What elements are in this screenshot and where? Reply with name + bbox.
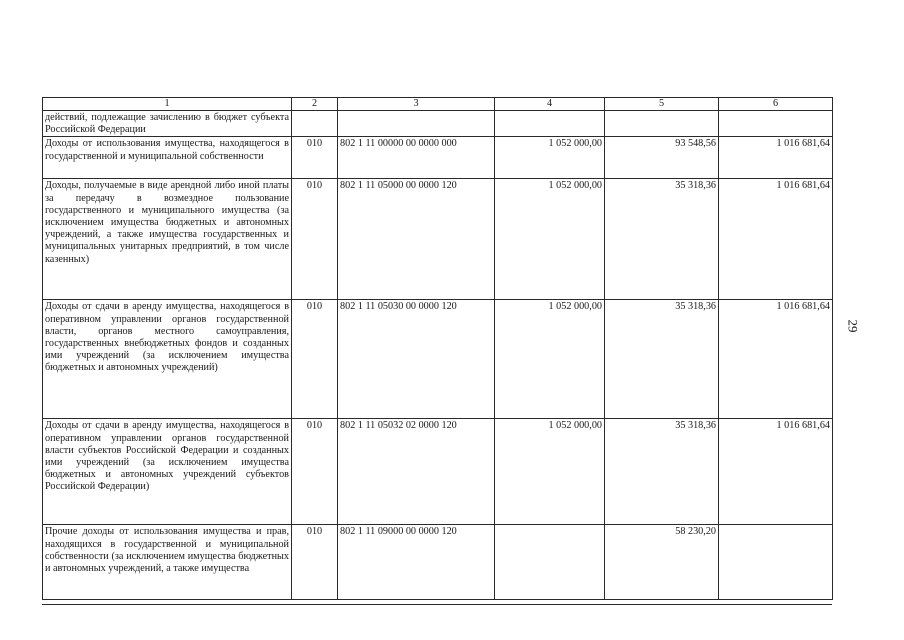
row-name: Прочие доходы от использования имущества и прав, находящихся в государственной и муниципальной собственности (за исключением имущества бюджетных и автономных учреждений, а также имущества — [43, 525, 292, 600]
row-executed: 35 318,36 — [605, 419, 719, 525]
row-approved: 1 052 000,00 — [495, 179, 605, 300]
table-row — [43, 111, 833, 137]
row-line-code: 010 — [292, 137, 338, 179]
table-row — [43, 525, 833, 600]
row-executed: 35 318,36 — [605, 179, 719, 300]
row-approved — [495, 111, 605, 137]
row-name: Доходы от сдачи в аренду имущества, находящегося в оперативном управлении органов государственной власти, органов местного самоуправления, государственных внебюджетных фондов и созданных ими учреждений (за исключением имущества бюджетных и автономных учреждений) — [43, 300, 292, 419]
row-line-code: 010 — [292, 419, 338, 525]
table-row — [43, 179, 833, 300]
row-line-code: 010 — [292, 179, 338, 300]
column-header-6: 6 — [719, 98, 833, 111]
column-header-1: 1 — [43, 98, 292, 111]
column-header-5: 5 — [605, 98, 719, 111]
row-budget-code: 802 1 11 05000 00 0000 120 — [338, 179, 495, 300]
row-budget-code: 802 1 11 00000 00 0000 000 — [338, 137, 495, 179]
row-name: действий, подлежащие зачислению в бюджет субъекта Российской Федерации — [43, 111, 292, 137]
row-approved: 1 052 000,00 — [495, 419, 605, 525]
table-bottom-rule — [42, 604, 832, 605]
row-name: Доходы, получаемые в виде арендной либо иной платы за передачу в возмездное пользование государственного и муниципального имущества (за исключением имущества бюджетных и автономных учреждений, а также имущества государственных и муниципальных унитарных предприятий, в том числе казенных) — [43, 179, 292, 300]
column-header-2: 2 — [292, 98, 338, 111]
table-row — [43, 300, 833, 419]
row-budget-code: 802 1 11 05032 02 0000 120 — [338, 419, 495, 525]
row-approved: 1 052 000,00 — [495, 137, 605, 179]
row-unexecuted: 1 016 681,64 — [719, 419, 833, 525]
row-budget-code — [338, 111, 495, 137]
row-unexecuted: 1 016 681,64 — [719, 179, 833, 300]
row-approved: 1 052 000,00 — [495, 300, 605, 419]
row-approved — [495, 525, 605, 600]
column-number-row — [43, 98, 833, 111]
row-executed: 58 230,20 — [605, 525, 719, 600]
row-executed: 93 548,56 — [605, 137, 719, 179]
row-name: Доходы от использования имущества, находящегося в государственной и муниципальной собственности — [43, 137, 292, 179]
row-unexecuted — [719, 525, 833, 600]
table-row — [43, 419, 833, 525]
table-row — [43, 137, 833, 179]
row-line-code: 010 — [292, 300, 338, 419]
row-unexecuted: 1 016 681,64 — [719, 137, 833, 179]
row-unexecuted: 1 016 681,64 — [719, 300, 833, 419]
revenue-table — [42, 97, 833, 600]
table-header — [43, 98, 833, 111]
table-body — [43, 111, 833, 600]
row-name: Доходы от сдачи в аренду имущества, находящегося в оперативном управлении органов государственной власти субъектов Российской Федерации и созданных ими учреждений (за исключением имущества бюджетных и автономных учреждений субъектов Российской Федерации) — [43, 419, 292, 525]
row-line-code: 010 — [292, 525, 338, 600]
row-budget-code: 802 1 11 05030 00 0000 120 — [338, 300, 495, 419]
column-header-4: 4 — [495, 98, 605, 111]
row-executed: 35 318,36 — [605, 300, 719, 419]
page-number: 29 — [845, 319, 861, 333]
column-header-3: 3 — [338, 98, 495, 111]
row-budget-code: 802 1 11 09000 00 0000 120 — [338, 525, 495, 600]
row-unexecuted — [719, 111, 833, 137]
row-executed — [605, 111, 719, 137]
row-line-code — [292, 111, 338, 137]
